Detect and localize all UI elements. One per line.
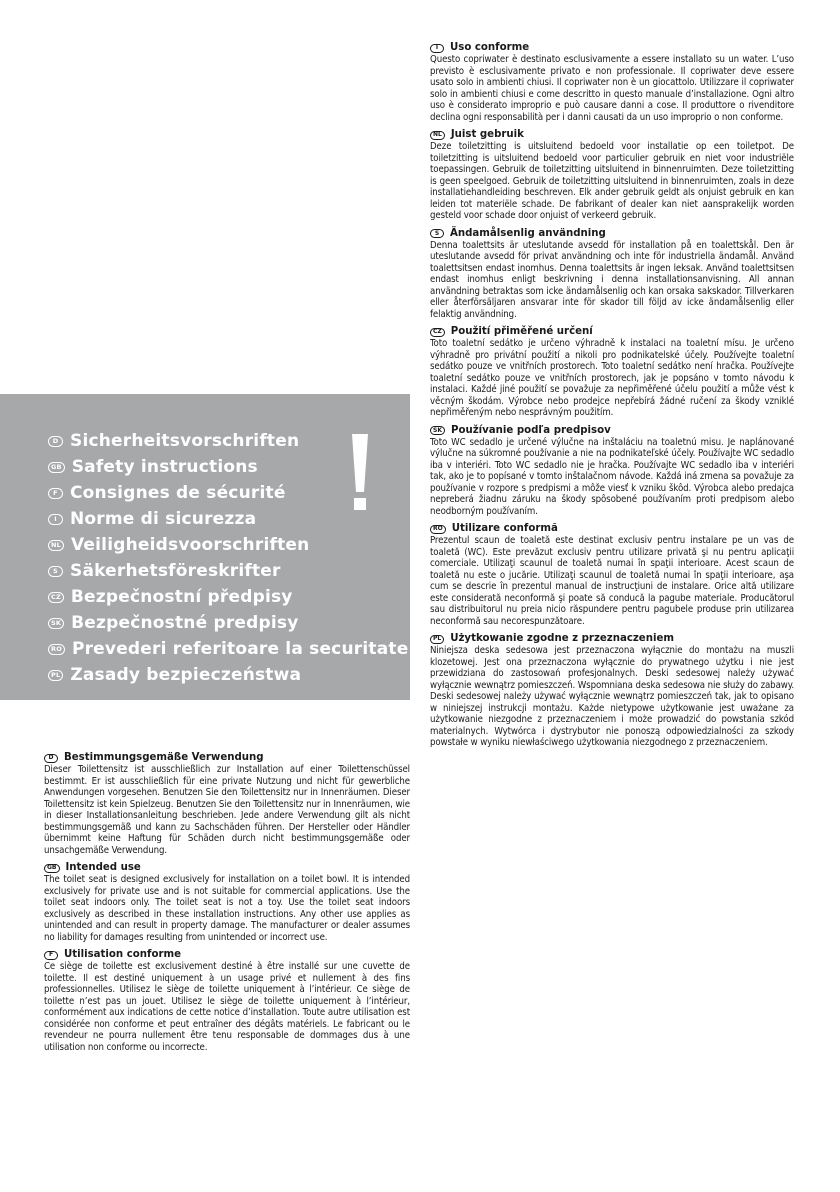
language-badge: SK [430,426,445,435]
section-body: Deze toiletzitting is uitsluitend bedoeld voor installatie op een toiletpot. De toiletzitting is uitsluitend bedoeld voor particulier gebruik en niet voor industriële toepassingen. Gebruik de toiletzitting uitsluitend in binnenruimten. Deze toiletzitting is geen speelgoed. Gebruik de toiletzitting uitsluitend in binnenruimten, zoals in deze installatiehandleiding beschreven. Elk ander gebruik geldt als onjuist gebruik en kan leiden tot materiële schade. De fabrikant of dealer kan niet aansprakelijk worden gesteld voor schade door onjuist of verkeerd gebruik. [430,141,794,221]
banner-title: Norme di sicurezza [70,509,257,529]
section-gb [44,862,410,943]
language-badge: NL [430,131,445,140]
section-title: Intended use [65,862,141,873]
section-body: Ce siège de toilette est exclusivement destiné à être installé sur une cuvette de toilette. Il est destiné uniquement à un usage privé et nullement à des fins professionnelles. Utilisez le siège de toilette uniquement à l’intérieur. Ce siège de toilette n’est pas un jouet. Utilisez le siège de toilette uniquement à l’intérieur, conformément aux indications de cette notice d’installation. Toute autre utilisation est considérée non conforme et peut entraîner des dégâts matériels. Le fabricant ou le revendeur ne pourra nullement être tenu responsable de dommages dus à une utilisation non conforme ou incorrecte. [44,961,410,1053]
banner-item-gb [48,454,408,480]
section-pl [430,633,794,749]
section-title: Uso conforme [450,42,530,53]
section-title: Utilisation conforme [64,949,181,960]
banner-title: Bezpečnostné predpisy [71,613,299,633]
section-f [44,949,410,1053]
right-column [430,42,794,755]
section-heading [430,633,794,645]
section-body: Toto WC sedadlo je určené výlučne na inštaláciu na toaletnú misu. Je naplánované výlučne na súkromné používanie a nie na podnikateľské účely. Používajte WC sedadlo iba v interiéri. Toto WC sedadlo nie je hračka. Používajte WC sedadlo iba v interiéri tak, ako je to popísané v tomto inštalačnom návode. Každá iná zmena sa považuje za používanie v rozpore s predpismi a môže viesť k vzniku škôd. Výrobca alebo predajca nepreberá žiadnu záruku na škody spôsobené používaním proti predpisom alebo neodborným používaním. [430,436,794,517]
section-title: Ändamålsenlig användning [450,227,606,239]
banner-title: Zasady bezpieczeństwa [70,665,302,685]
banner-list [48,428,408,688]
language-badge: CZ [430,328,445,337]
banner-item-nl [48,532,408,558]
language-badge: GB [44,864,60,873]
banner-title: Veiligheidsvoorschriften [70,535,310,555]
section-s [430,228,794,321]
language-badge: RO [48,644,65,655]
section-body: The toilet seat is designed exclusively for installation on a toilet bowl. It is intended exclusively for private use and is not suitable for commercial applications. Use the toilet seat indoors only. The toilet seat is not a toy. Use the toilet seat indoors exclusively as described in these installation instructions. Any other use applies as unintended and can result in property damage. The manufacturer or dealer assumes no liability for damages resulting from unintended or incorrect use. [44,874,410,943]
language-badge: I [430,44,444,53]
section-sk [430,425,794,518]
section-heading [430,523,794,535]
banner-title: Prevederi referitoare la securitate [71,639,409,659]
banner-item-i [48,506,408,532]
section-body: Questo copriwater è destinato esclusivamente a essere installato su un water. L’uso previsto è esclusivamente privato e non professionale. Il copriwater deve essere usato solo in ambienti chiusi. Il copriwater non è un giocattolo. Utilizzare il copriwater solo in ambienti chiusi e come descritto in questo manuale d’installazione. Ogni altro uso è considerato improprio e può causare danni a cose. Il produttore o rivenditore declina ogni responsabilità per i danni causati da un uso improprio o non conforme. [430,54,794,123]
section-title: Użytkowanie zgodne z przeznaczeniem [450,633,674,644]
section-title: Bestimmungsgemäße Verwendung [64,752,264,763]
language-badge: D [48,436,63,447]
banner-title: Bezpečnostní předpisy [70,587,293,607]
section-heading [44,862,410,874]
safety-banner [0,394,410,700]
section-title: Použití přiměřené určení [450,326,593,337]
banner-item-pl [48,662,408,688]
section-heading [44,752,410,764]
language-badge: I [48,514,63,525]
language-badge: F [44,951,58,960]
language-badge: NL [48,540,64,551]
banner-title: Safety instructions [71,457,258,477]
language-badge: S [48,566,63,577]
language-badge: PL [48,670,63,681]
section-title: Utilizare conformă [451,523,558,534]
section-heading [430,129,794,141]
section-ro [430,523,794,627]
left-column [44,752,410,1059]
banner-title: Consignes de sécurité [70,483,286,503]
banner-item-s [48,558,408,584]
banner-item-f [48,480,408,506]
section-body: Denna toalettsits är uteslutande avsedd för installation på en toalettskål. Den är uteslutande avsedd för privat användning och inte för industriella ändamål. Använd toalettsitsen endast inomhus. Denna toalettsits är ingen leksak. Använd toalettsitsen endast inomhus enligt beskrivning i denna installationsanvisning. All annan användning betraktas som icke ändamålsenlig och kan orsaka sakskador. Tillverkaren eller återförsäljaren ansvarar inte för skador till följd av icke ändamålsenlig eller felaktig användning. [430,239,794,320]
banner-item-ro [48,636,408,662]
section-heading [430,42,794,54]
banner-item-cz [48,584,408,610]
language-badge: GB [48,462,65,473]
language-badge: RO [430,525,446,534]
language-badge: D [44,754,58,763]
banner-title: Sicherheitsvorschriften [70,431,300,451]
language-badge: CZ [48,592,64,603]
section-heading [430,326,794,338]
banner-item-sk [48,610,408,636]
language-badge: SK [48,618,64,629]
language-badge: F [48,488,63,499]
section-i [430,42,794,123]
banner-item-d [48,428,408,454]
section-heading [430,228,794,240]
banner-title: Säkerhetsföreskrifter [70,561,281,581]
section-title: Juist gebruik [450,129,524,140]
language-badge: S [430,229,444,238]
section-nl [430,129,794,222]
language-badge: PL [430,635,444,644]
section-body: Prezentul scaun de toaletă este destinat exclusiv pentru instalare pe un vas de toaletă (WC). Este prevăzut exclusiv pentru utilizare privată şi nu pentru aplicaţii comerciale. Utilizaţi scaunul de toaletă numai în spaţii interioare. Acest scaun de toaletă nu este o jucărie. Utilizaţi scaunul de toaletă numai în spaţii interioare, aşa cum se descrie în prezentul manual de instrucţiuni de instalare. Orice altă utilizare este considerată neconformă şi poate să conducă la pagube materiale. Producătorul sau distribuitorul nu preia nicio răspundere pentru pagubele produse prin utilizarea neconformă sau necorespunzătoare. [430,535,794,627]
section-body: Toto toaletní sedátko je určeno výhradně k instalaci na toaletní mísu. Je určeno výhradně pro privátní použití a nikoli pro podnikatelské účely. Používejte toaletní sedátko pouze ve vnitřních prostorech. Toto toaletní sedátko není hračka. Používejte toaletní sedátko pouze ve vnitřních prostorech, jak je popsáno v tomto návodu k instalaci. Každé jiné použití se považuje za nepřiměřené účelu použití a může vést k věcným škodám. Výrobce nebo prodejce nepřebírá žádné ručení za škody vzniklé nepřiměřeným nebo nesprávným použitím. [430,338,794,418]
section-heading [44,949,410,961]
section-body: Dieser Toilettensitz ist ausschließlich zur Installation auf einer Toilettenschüssel bestimmt. Er ist ausschließlich für eine private Nutzung und nicht für gewerbliche Anwendungen vorgesehen. Benutzen Sie den Toilettensitz nur in Innenräumen. Dieser Toilettensitz ist kein Spielzeug. Benutzen Sie den Toilettensitz nur in Innenräumen, wie in dieser Installationsanleitung beschrieben. Jede andere Verwendung gilt als nicht bestimmungsgemäß und kann zu Sachschäden führen. Der Hersteller oder Händler übernimmt keine Haftung für Schäden durch nicht bestimmungsgemäße oder unsachgemäße Verwendung. [44,764,410,856]
section-title: Používanie podľa predpisov [450,424,611,436]
section-body: Niniejsza deska sedesowa jest przeznaczona wyłącznie do montażu na muszli klozetowej. Jest ona przeznaczona wyłącznie do prywatnego użytku i nie jest przewidziana do zastosowań profesjonalnych. Deski sedesowej należy używać wyłącznie wewnątrz pomieszczeń. Wspomniana deska sedesowa nie służy do zabawy. Deski sedesowej należy używać wyłącznie wewnątrz pomieszczeń tak, jak to opisano w niniejszej instrukcji montażu. Każde nietypowe użytkowanie jest uważane za użytkowanie niezgodne z przeznaczeniem i może prowadzić do powstania szkód materialnych. Wytwórca i dystrybutor nie ponoszą odpowiedzialności za szkody powstałe w wyniku niewłaściwego użytkowania niezgodnego z przeznaczeniem. [430,645,794,748]
section-cz [430,326,794,419]
section-heading [430,425,794,437]
section-d [44,752,410,856]
